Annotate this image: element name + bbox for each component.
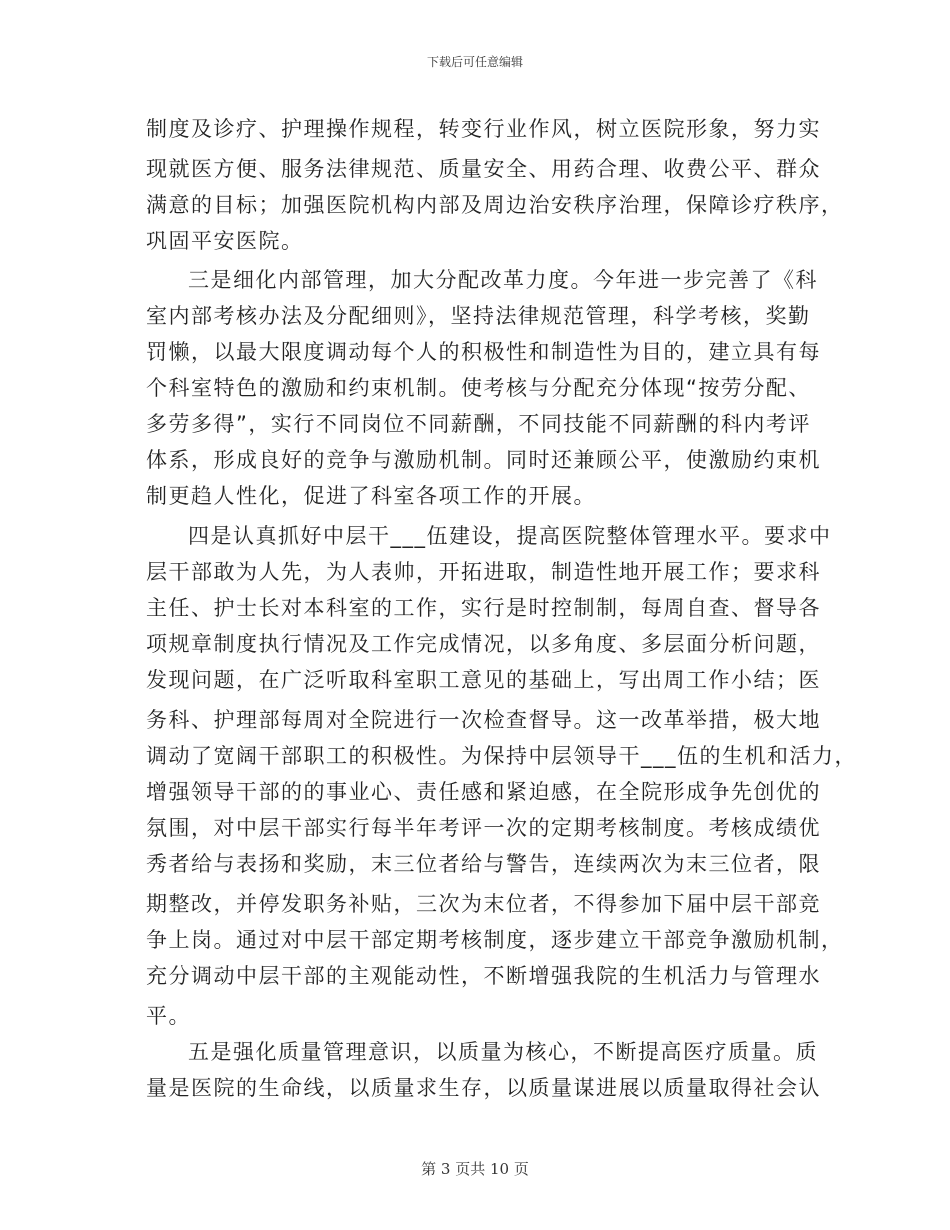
text-line: 发现问题，在广泛听取科室职工意见的基础上，写出周工作小结；医 [146, 668, 821, 692]
page-number: 第 3 页共 10 页 [421, 1160, 529, 1178]
paragraph-first-line: 四是认真抓好中层干___伍建设，提高医院整体管理水平。要求中 [188, 524, 832, 548]
text-line: 层干部敢为人先，为人表帅，开拓进取，制造性地开展工作；要求科 [146, 560, 821, 584]
text-line: 室内部考核办法及分配细则》，坚持法律规范管理，科学考核，奖勤 [146, 304, 811, 328]
text-line: 项规章制度执行情况及工作完成情况，以多角度、多层面分析问题， [146, 632, 821, 656]
text-line: 多劳多得”，实行不同岗位不同薪酬，不同技能不同薪酬的科内考评 [146, 412, 811, 436]
paragraph-first-line: 五是强化质量管理意识，以质量为核心，不断提高医疗质量。质 [188, 1040, 818, 1064]
text-line: 调动了宽阔干部职工的积极性。为保持中层领导干___伍的生机和活力， [146, 744, 857, 768]
text-line: 氛围，对中层干部实行每半年考评一次的定期考核制度。考核成绩优 [146, 816, 821, 840]
text-line: 体系，形成良好的竞争与激励机制。同时还兼顾公平，使激励约束机 [146, 448, 821, 472]
text-line: 秀者给与表扬和奖励，末三位者给与警告，连续两次为末三位者，限 [146, 852, 821, 876]
text-line: 期整改，并停发职务补贴，三次为末位者，不得参加下届中层干部竞 [146, 892, 821, 916]
text-line: 量是医院的生命线，以质量求生存，以质量谋进展以质量取得社会认 [146, 1076, 821, 1100]
text-line: 务科、护理部每周对全院进行一次检查督导。这一改革举措，极大地 [146, 708, 821, 732]
text-line: 增强领导干部的的事业心、责任感和紧迫感，在全院形成争先创优的 [146, 780, 821, 804]
text-line: 个科室特色的激励和约束机制。使考核与分配充分体现“按劳分配、 [146, 376, 811, 400]
text-line: 争上岗。通过对中层干部定期考核制度，逐步建立干部竞争激励机制， [146, 928, 844, 952]
text-line: 罚懒，以最大限度调动每个人的积极性和制造性为目的，建立具有每 [146, 340, 821, 364]
text-line: 制度及诊疗、护理操作规程，转变行业作风，树立医院形象，努力实 [146, 117, 821, 141]
text-line: 现就医方便、服务法律规范、质量安全、用药合理、收费公平、群众 [146, 157, 821, 181]
paragraph-first-line: 三是细化内部管理，加大分配改革力度。今年进一步完善了《科 [188, 268, 818, 292]
text-line: 制更趋人性化，促进了科室各项工作的开展。 [146, 484, 596, 508]
text-line: 巩固平安医院。 [146, 229, 304, 253]
page-header: 下载后可任意编辑 [426, 55, 523, 69]
text-line: 充分调动中层干部的主观能动性，不断增强我院的生机活力与管理水 [146, 964, 821, 988]
text-line: 满意的目标；加强医院机构内部及周边治安秩序治理，保障诊疗秩序， [146, 193, 844, 217]
text-line: 平。 [146, 1004, 191, 1028]
text-line: 主任、护士长对本科室的工作，实行是时控制制，每周自查、督导各 [146, 596, 821, 620]
